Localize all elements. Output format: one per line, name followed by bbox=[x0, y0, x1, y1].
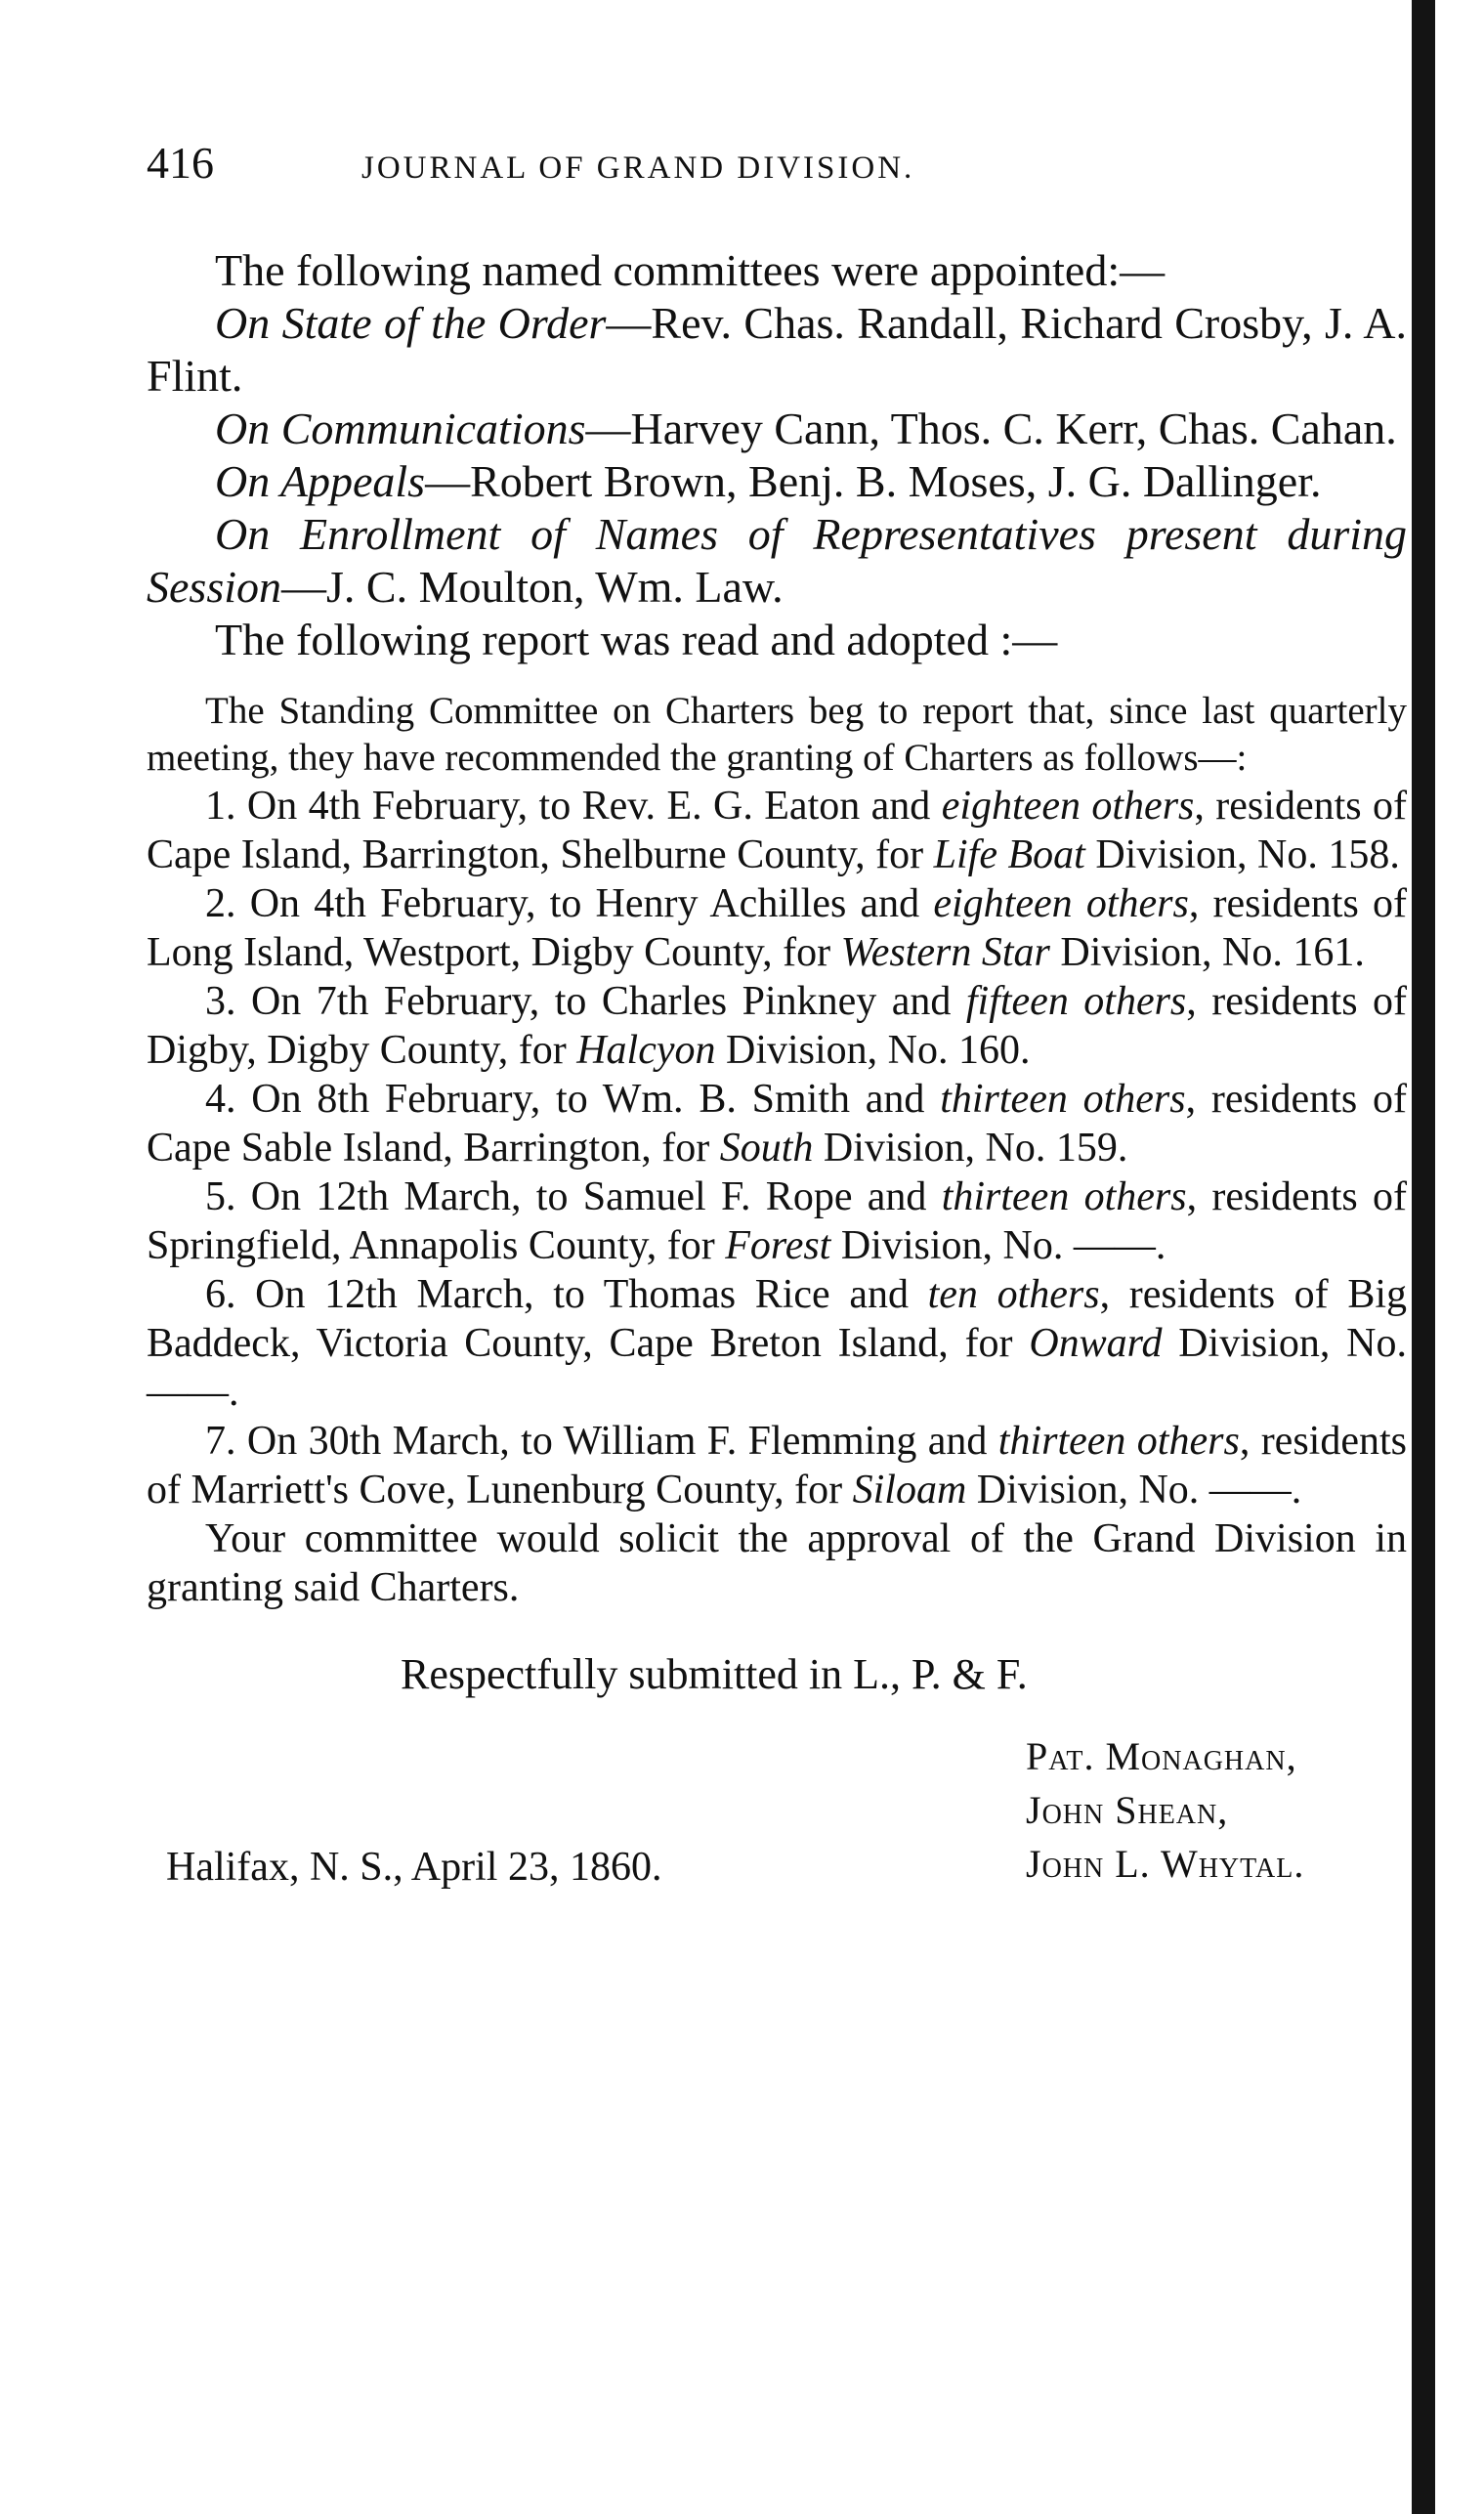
closing-paragraph: Your committee would solicit the approval of the Grand Division in granting said Charters. bbox=[147, 1516, 1407, 1610]
committee-appeals bbox=[147, 455, 1407, 508]
committee-name: On Appeals bbox=[215, 456, 426, 506]
charter-others: eighteen others bbox=[933, 881, 1189, 926]
charter-item bbox=[147, 1270, 1407, 1417]
charter-residence: , residents of Big Baddeck, Victoria County, Cape Breton Island, for bbox=[147, 1272, 1408, 1366]
signatories bbox=[1026, 1729, 1407, 1891]
charter-number: Division, No. 158. bbox=[1084, 832, 1400, 877]
running-title: JOURNAL OF GRAND DIVISION. bbox=[361, 150, 915, 186]
running-head bbox=[147, 137, 1407, 215]
signoff: Respectfully submitted in L., P. & F. bbox=[401, 1650, 1028, 1698]
charter-others: thirteen others bbox=[941, 1174, 1187, 1219]
charter-list bbox=[147, 782, 1407, 1514]
committee-communications bbox=[147, 403, 1407, 455]
charter-number: Division, No. 161. bbox=[1049, 930, 1365, 975]
committees-intro: The following named committees were appointed:— bbox=[215, 245, 1166, 295]
charter-residence: , residents of Digby, Digby County, for bbox=[147, 979, 1407, 1073]
charter-division: Siloam bbox=[852, 1468, 967, 1513]
charter-lead: 7. On 30th March, to William F. Flemming and bbox=[205, 1419, 998, 1464]
charter-others: eighteen others bbox=[941, 784, 1195, 829]
charter-number: Division, No. ——. bbox=[147, 1321, 1407, 1415]
signatory: John L. Whytal. bbox=[1026, 1842, 1305, 1886]
charter-others: ten others bbox=[927, 1272, 1100, 1317]
charter-lead: 1. On 4th February, to Rev. E. G. Eaton and bbox=[205, 784, 942, 829]
committee-members: —Rev. Chas. Randall, Richard Crosby, J. A. Flint. bbox=[147, 298, 1407, 401]
place-date: Halifax, N. S., April 23, 1860. bbox=[166, 1845, 662, 1890]
committee-members: —Robert Brown, Benj. B. Moses, J. G. Dallinger. bbox=[425, 456, 1322, 506]
charter-item bbox=[147, 1075, 1407, 1172]
charter-others: fifteen others bbox=[965, 979, 1187, 1024]
charter-item bbox=[147, 1417, 1407, 1514]
charter-lead: 2. On 4th February, to Henry Achilles and bbox=[205, 881, 934, 926]
report-opening: The Standing Committee on Charters beg to report that, since last quarterly meeting, they have recommended the granting of Charters as follows—: bbox=[147, 690, 1407, 779]
charter-residence: , residents of Marriett's Cove, Lunenburg County, for bbox=[147, 1419, 1407, 1513]
journal-page bbox=[147, 137, 1407, 1925]
charter-division: Western Star bbox=[840, 930, 1050, 975]
charter-lead: 5. On 12th March, to Samuel F. Rope and bbox=[205, 1174, 942, 1219]
report-intro: The following report was read and adopted :— bbox=[215, 615, 1058, 664]
page-number: 416 bbox=[147, 138, 214, 188]
signatory: Pat. Monaghan, bbox=[1026, 1734, 1297, 1778]
charter-division: Onward bbox=[1029, 1321, 1163, 1366]
charter-lead: 4. On 8th February, to Wm. B. Smith and bbox=[205, 1077, 941, 1122]
committee-state-of-order bbox=[147, 297, 1407, 403]
signatory: John Shean, bbox=[1026, 1788, 1229, 1832]
charter-residence: , residents of Springfield, Annapolis County, for bbox=[147, 1174, 1407, 1268]
charter-division: Halcyon bbox=[576, 1028, 716, 1073]
committee-members: —J. C. Moulton, Wm. Law. bbox=[281, 562, 784, 612]
charter-others: thirteen others bbox=[940, 1077, 1186, 1122]
charter-residence: , residents of Long Island, Westport, Digby County, for bbox=[147, 881, 1407, 975]
committee-name: On Enrollment of Names of Representatives present during Session bbox=[147, 509, 1407, 612]
charter-division: South bbox=[719, 1126, 814, 1171]
charter-number: Division, No. ——. bbox=[830, 1223, 1166, 1268]
charter-number: Division, No. ——. bbox=[966, 1468, 1302, 1513]
committee-enrollment bbox=[147, 508, 1407, 614]
footer-block bbox=[147, 1729, 1407, 1925]
committee-name: On Communications bbox=[215, 404, 586, 453]
binding-shadow bbox=[1412, 0, 1435, 2514]
committee-name: On State of the Order bbox=[215, 298, 607, 348]
charter-lead: 3. On 7th February, to Charles Pinkney and bbox=[205, 979, 966, 1024]
charter-item bbox=[147, 782, 1407, 879]
charter-division: Life Boat bbox=[933, 832, 1085, 877]
charter-residence: , residents of Cape Sable Island, Barrington, for bbox=[147, 1077, 1407, 1171]
charter-lead: 6. On 12th March, to Thomas Rice and bbox=[205, 1272, 928, 1317]
charter-residence: , residents of Cape Island, Barrington, Shelburne County, for bbox=[147, 784, 1407, 877]
charter-number: Division, No. 160. bbox=[715, 1028, 1031, 1073]
committee-members: —Harvey Cann, Thos. C. Kerr, Chas. Cahan. bbox=[585, 404, 1397, 453]
charter-item bbox=[147, 1172, 1407, 1270]
charter-item bbox=[147, 879, 1407, 977]
charter-item bbox=[147, 977, 1407, 1075]
charter-others: thirteen others bbox=[997, 1419, 1240, 1464]
charter-number: Division, No. 159. bbox=[813, 1126, 1128, 1171]
charter-division: Forest bbox=[725, 1223, 831, 1268]
